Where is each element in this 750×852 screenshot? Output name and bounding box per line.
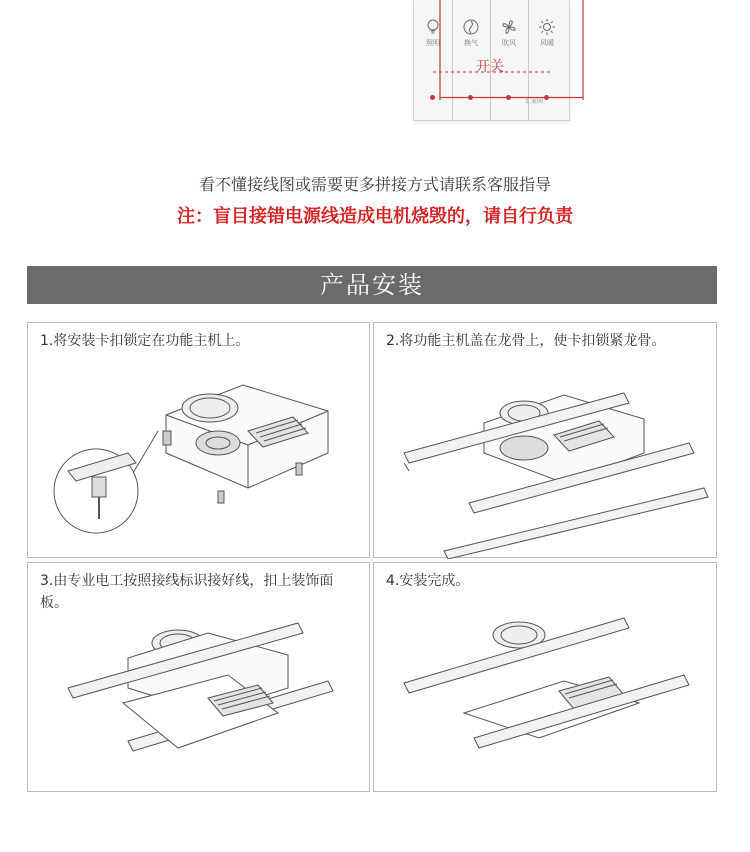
step-4-panel: [373, 562, 717, 792]
switch-label-text: 开关: [476, 59, 504, 75]
step-1-text: 1.将安装卡扣锁定在功能主机上。: [40, 333, 250, 349]
switch-label: 换气: [464, 39, 478, 47]
step-3-text: 3.由专业电工按照接线标识接好线，扣上装饰面板。: [40, 573, 334, 611]
switch-label: 吹风: [502, 39, 516, 47]
switch-label: 风暖: [540, 39, 554, 47]
step-4-illustration: [374, 563, 718, 793]
notice-warning-text: 注：盲目接错电源线造成电机烧毁的，请自行负责: [177, 206, 573, 227]
step-1-panel: [27, 322, 370, 558]
step-2-illustration: [374, 323, 718, 559]
step-2-text: 2.将功能主机盖在龙骨上，使卡扣锁紧龙骨。: [386, 333, 666, 349]
brand-mark: 汇家园: [525, 98, 544, 105]
section-title: 产品安装: [320, 271, 424, 299]
step-3-illustration: [28, 563, 371, 793]
step-4-text: 4.安装完成。: [386, 573, 470, 589]
step-3-panel: [27, 562, 370, 792]
switch-label: 照明: [426, 39, 440, 47]
notice-help-text: 看不懂接线图或需要更多拼接方式请联系客服指导: [198, 175, 551, 194]
step-1-illustration: [28, 323, 371, 559]
section-header: [27, 266, 717, 304]
step-2-panel: [373, 322, 717, 558]
